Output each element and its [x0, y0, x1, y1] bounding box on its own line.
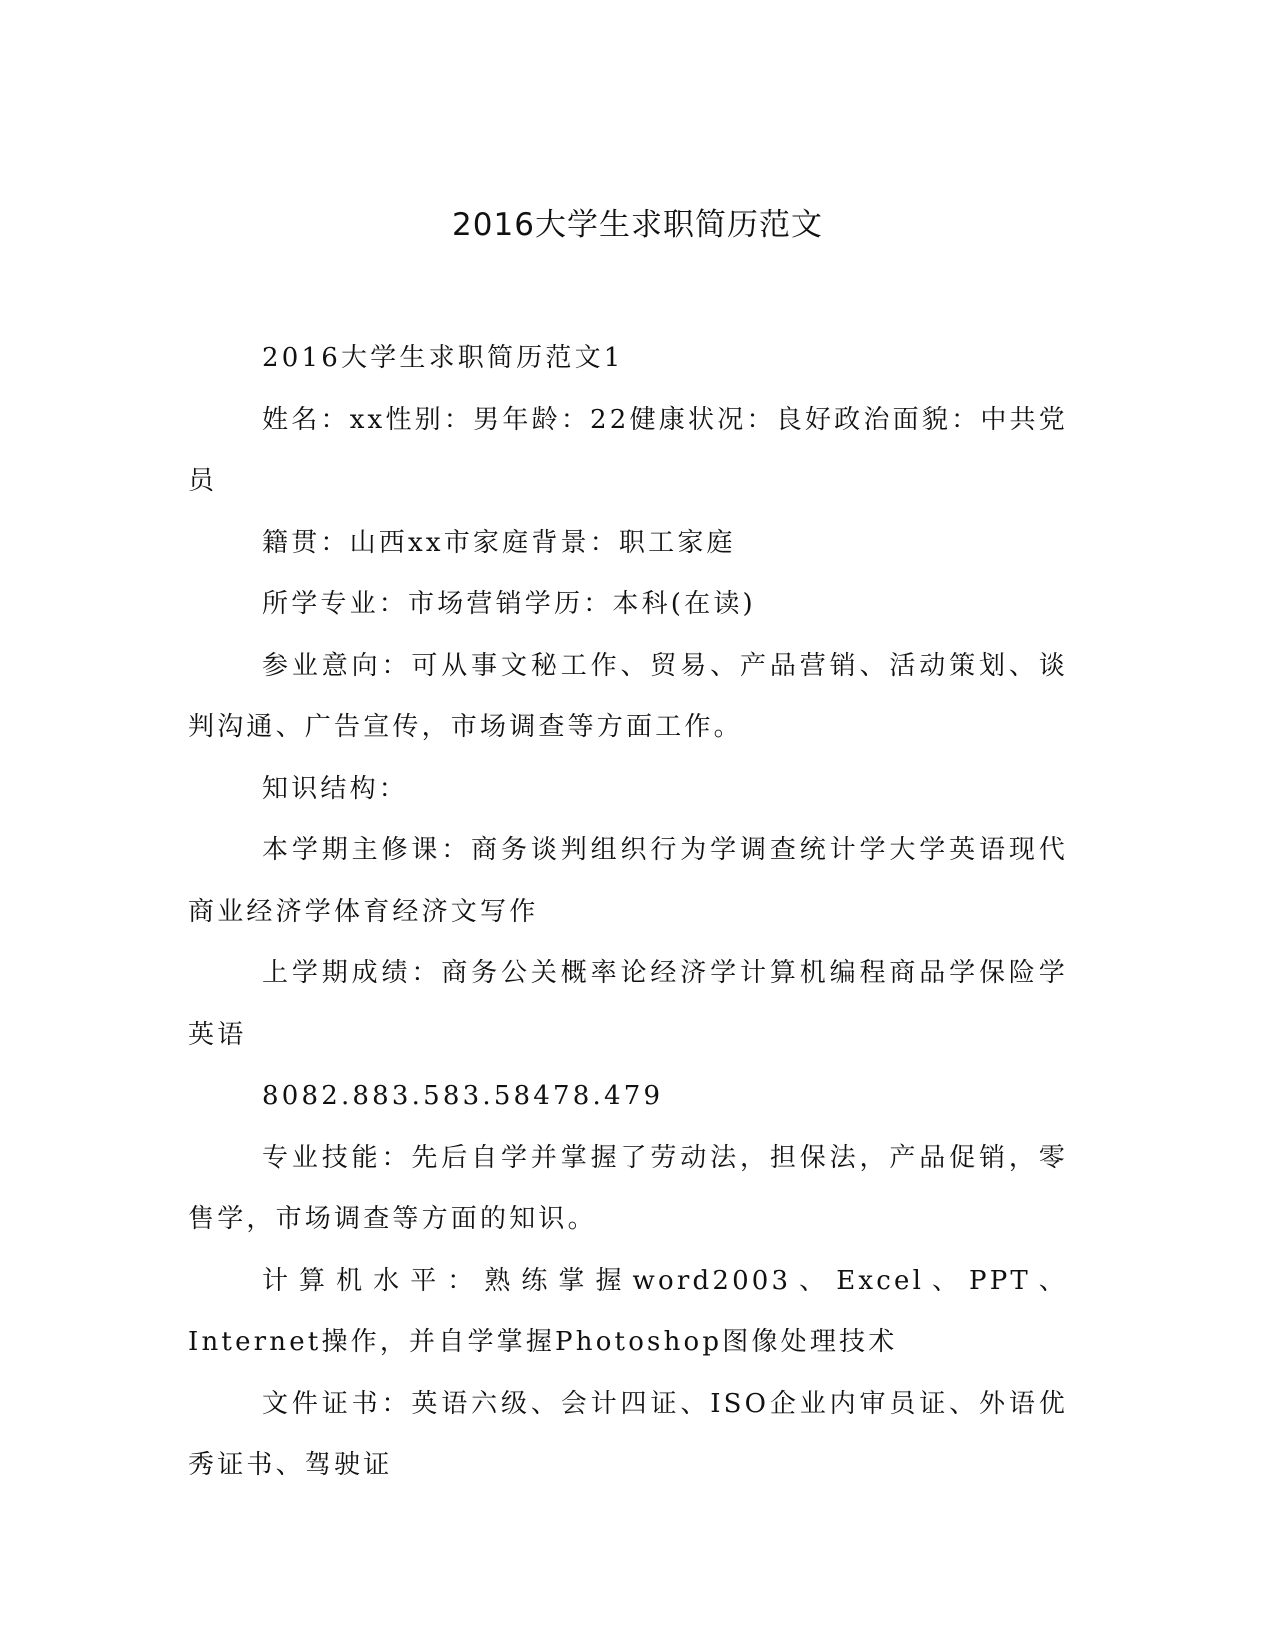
paragraph-current-courses: 本学期主修课：商务谈判组织行为学调查统计学大学英语现代商业经济学体育经济文写作 — [188, 835, 1068, 927]
paragraph-last-term-courses: 上学期成绩：商务公关概率论经济学计算机编程商品学保险学英语 — [188, 958, 1068, 1050]
document-body — [188, 328, 1068, 1497]
paragraph-computer-level: 计算机水平：熟练掌握word2003、Excel、PPT、Internet操作，并自学掌握Photoshop图像处理技术 — [188, 1265, 1068, 1357]
paragraph-heading: 2016大学生求职简历范文1 — [262, 343, 624, 373]
paragraph-personal-info: 姓名：xx性别：男年龄：22健康状况：良好政治面貌：中共党员 — [188, 404, 1068, 496]
paragraph-major: 所学专业：市场营销学历：本科(在读) — [262, 589, 756, 619]
document-title: 2016大学生求职简历范文 — [452, 207, 823, 243]
paragraph-skills: 专业技能：先后自学并掌握了劳动法，担保法，产品促销，零售学，市场调查等方面的知识。 — [188, 1142, 1068, 1234]
paragraph-knowledge-structure: 知识结构： — [262, 773, 409, 804]
paragraph-scores: 8082.883.583.58478.479 — [262, 1081, 664, 1111]
paragraph-certificates: 文件证书：英语六级、会计四证、ISO企业内审员证、外语优秀证书、驾驶证 — [188, 1388, 1068, 1480]
paragraph-career-intent: 参业意向：可从事文秘工作、贸易、产品营销、活动策划、谈判沟通、广告宣传，市场调查等方面工作。 — [188, 650, 1068, 742]
paragraph-hometown: 籍贯：山西xx市家庭背景：职工家庭 — [262, 527, 736, 558]
